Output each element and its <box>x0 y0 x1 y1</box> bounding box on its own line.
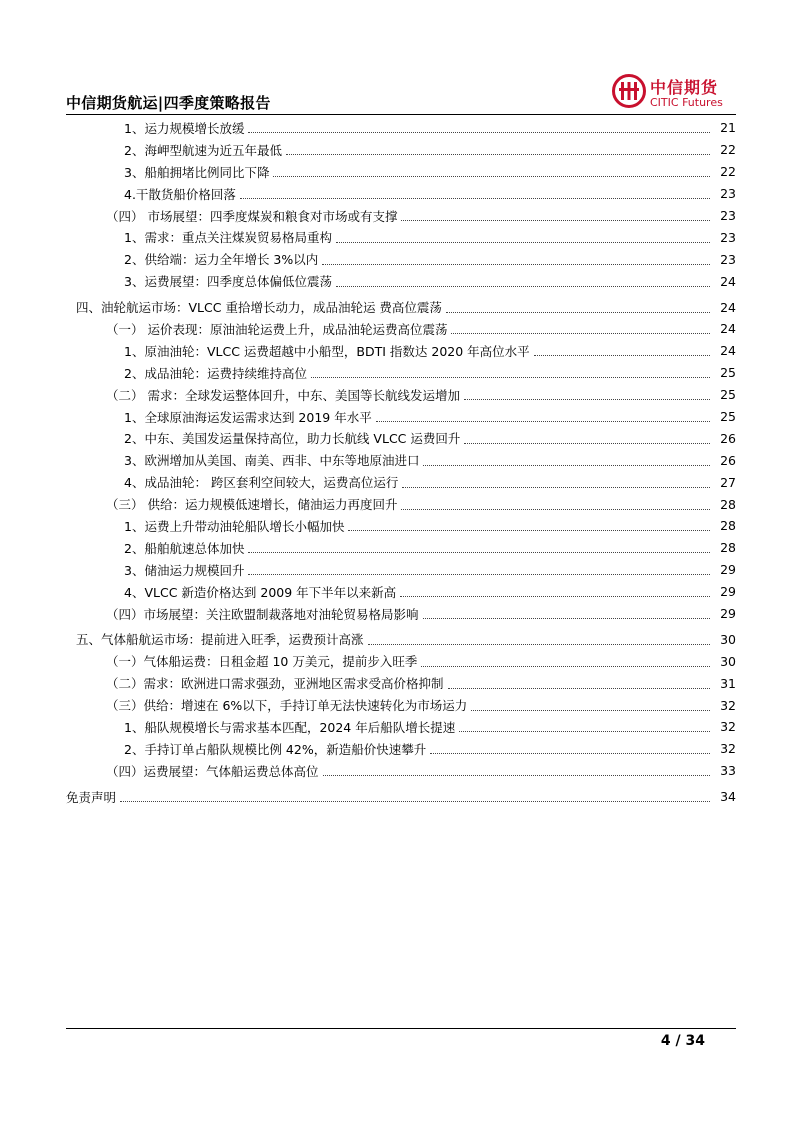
toc-leader-dots <box>323 775 710 776</box>
toc-leader-dots <box>430 753 710 754</box>
toc-leader-dots <box>459 731 710 732</box>
toc-leader-dots <box>421 666 710 667</box>
toc-entry-page: 24 <box>720 273 736 289</box>
toc-leader-dots <box>336 242 710 243</box>
toc-entry-label: 4、VLCC 新造价格达到 2009 年下半年以来新高 <box>124 584 397 600</box>
toc-leader-dots <box>120 801 710 802</box>
toc-leader-dots <box>423 618 710 619</box>
toc-entry-page: 26 <box>720 430 736 446</box>
toc-leader-dots <box>336 286 710 287</box>
toc-entry[interactable] <box>66 449 736 471</box>
toc-entry[interactable] <box>66 139 736 161</box>
toc-entry-page: 23 <box>720 186 736 202</box>
toc-leader-dots <box>464 443 710 444</box>
toc-entry-page: 22 <box>720 164 736 180</box>
toc-entry[interactable] <box>66 581 736 603</box>
toc-entry-label: 4、成品油轮： 跨区套利空间较大，运费高位运行 <box>124 475 399 491</box>
toc-leader-dots <box>322 264 710 265</box>
toc-entry-label: 1、运费上升带动油轮船队增长小幅加快 <box>124 518 345 534</box>
toc-entry[interactable] <box>66 603 736 625</box>
report-title: 中信期货航运|四季度策略报告 <box>66 94 271 112</box>
toc-entry-label: （二） 需求：全球发运整体回升，中东、美国等长航线发运增加 <box>106 387 460 403</box>
toc-entry-label: 五、气体船航运市场：提前进入旺季，运费预计高涨 <box>76 632 364 648</box>
toc-entry[interactable] <box>66 318 736 340</box>
toc-entry[interactable] <box>66 716 736 738</box>
toc-entry[interactable] <box>66 384 736 406</box>
toc-leader-dots <box>446 312 710 313</box>
toc-entry-page: 24 <box>720 343 736 359</box>
toc-entry[interactable] <box>66 672 736 694</box>
toc-entry-page: 25 <box>720 409 736 425</box>
toc-entry[interactable] <box>66 117 736 139</box>
toc-entry-page: 25 <box>720 387 736 403</box>
toc-entry-label: （三） 供给：运力规模低速增长，储油运力再度回升 <box>106 497 398 513</box>
toc-entry[interactable] <box>66 493 736 515</box>
toc-entry-label: 四、油轮航运市场：VLCC 重拾增长动力，成品油轮运 费高位震荡 <box>76 300 442 316</box>
toc-entry-page: 29 <box>720 584 736 600</box>
toc-entry[interactable] <box>66 559 736 581</box>
toc-entry-label: 1、需求：重点关注煤炭贸易格局重构 <box>124 230 332 246</box>
toc-entry[interactable] <box>66 248 736 270</box>
toc-leader-dots <box>401 509 710 510</box>
toc-entry[interactable] <box>66 270 736 292</box>
toc-entry[interactable] <box>66 205 736 227</box>
toc-entry-label: （四）运费展望：气体船运费总体高位 <box>106 763 319 779</box>
toc-entry-label: （二）需求：欧洲进口需求强劲，亚洲地区需求受高价格抑制 <box>106 676 444 692</box>
toc-entry[interactable] <box>66 694 736 716</box>
toc-leader-dots <box>471 710 710 711</box>
toc-entry-label: 2、手持订单占船队规模比例 42%，新造船价快速攀升 <box>124 741 427 757</box>
toc-entry-label: 2、海岬型航速为近五年最低 <box>124 142 282 158</box>
toc-entry[interactable] <box>66 738 736 760</box>
toc-entry[interactable] <box>66 161 736 183</box>
toc-entry-page: 30 <box>720 631 736 647</box>
toc-leader-dots <box>311 377 710 378</box>
toc-entry-label: 3、运费展望：四季度总体偏低位震荡 <box>124 274 332 290</box>
toc-entry-label: 2、中东、美国发运量保持高位，助力长航线 VLCC 运费回升 <box>124 431 461 447</box>
toc-entry[interactable] <box>66 760 736 782</box>
toc-entry-page: 22 <box>720 142 736 158</box>
toc-entry-label: 1、船队规模增长与需求基本匹配，2024 年后船队增长提速 <box>124 719 456 735</box>
toc-leader-dots <box>451 333 710 334</box>
toc-leader-dots <box>286 154 710 155</box>
toc-entry-label: （四） 市场展望：四季度煤炭和粮食对市场或有支撑 <box>106 208 398 224</box>
toc-leader-dots <box>348 530 710 531</box>
toc-entry[interactable] <box>66 650 736 672</box>
toc-leader-dots <box>423 465 710 466</box>
toc-entry[interactable] <box>66 427 736 449</box>
toc-entry-page: 33 <box>720 763 736 779</box>
toc-entry[interactable] <box>66 628 736 650</box>
toc-entry[interactable] <box>66 296 736 318</box>
toc-entry[interactable] <box>66 786 736 808</box>
toc-entry-page: 30 <box>720 653 736 669</box>
toc-entry-label: （三）供给：增速在 6%以下，手持订单无法快速转化为市场运力 <box>106 698 468 714</box>
toc-entry-page: 28 <box>720 518 736 534</box>
citic-logo-icon <box>612 74 646 108</box>
toc-entry-page: 32 <box>720 697 736 713</box>
page-number <box>661 1033 705 1049</box>
toc-entry-label: （四）市场展望：关注欧盟制裁落地对油轮贸易格局影响 <box>106 606 419 622</box>
table-of-contents <box>66 117 736 808</box>
toc-entry-page: 24 <box>720 321 736 337</box>
toc-entry-label: 3、欧洲增加从美国、南美、西非、中东等地原油进口 <box>124 453 420 469</box>
toc-entry-page: 28 <box>720 540 736 556</box>
toc-entry-label: 1、运力规模增长放缓 <box>124 120 245 136</box>
toc-entry-label: 1、原油油轮：VLCC 运费超越中小船型，BDTI 指数达 2020 年高位水平 <box>124 343 530 359</box>
citic-futures-logo <box>612 74 742 114</box>
toc-entry-page: 29 <box>720 562 736 578</box>
toc-leader-dots <box>273 176 710 177</box>
toc-entry-label: 3、储油运力规模回升 <box>124 562 245 578</box>
toc-entry-page: 26 <box>720 452 736 468</box>
logo-text-en: CITIC Futures <box>650 96 723 109</box>
toc-entry-label: 2、供给端：运力全年增长 3%以内 <box>124 252 319 268</box>
toc-entry-page: 23 <box>720 251 736 267</box>
toc-entry-label: （一）气体船运费：日租金超 10 万美元，提前步入旺季 <box>106 654 418 670</box>
toc-entry[interactable] <box>66 406 736 428</box>
toc-entry[interactable] <box>66 362 736 384</box>
toc-entry-page: 34 <box>720 789 736 805</box>
toc-entry-page: 31 <box>720 675 736 691</box>
footer-divider <box>66 1028 736 1029</box>
toc-entry-page: 25 <box>720 365 736 381</box>
page-separator: / <box>675 1033 681 1049</box>
toc-entry-label: 3、船舶拥堵比例同比下降 <box>124 164 270 180</box>
toc-leader-dots <box>534 355 710 356</box>
toc-entry-label: 2、成品油轮：运费持续维持高位 <box>124 365 307 381</box>
toc-leader-dots <box>248 132 710 133</box>
toc-entry[interactable] <box>66 183 736 205</box>
toc-leader-dots <box>401 220 710 221</box>
toc-leader-dots <box>368 644 710 645</box>
toc-leader-dots <box>400 596 710 597</box>
page-total: 34 <box>685 1033 705 1049</box>
toc-entry-label: 2、船舶航速总体加快 <box>124 540 245 556</box>
header-divider <box>66 114 736 115</box>
toc-entry-page: 29 <box>720 606 736 622</box>
toc-leader-dots <box>402 487 710 488</box>
toc-entry-label: （一） 运价表现：原油油轮运费上升，成品油轮运费高位震荡 <box>106 321 448 337</box>
toc-entry-page: 28 <box>720 496 736 512</box>
toc-entry[interactable] <box>66 537 736 559</box>
toc-entry-page: 23 <box>720 229 736 245</box>
toc-leader-dots <box>248 574 710 575</box>
toc-entry-page: 24 <box>720 299 736 315</box>
toc-entry-page: 27 <box>720 474 736 490</box>
toc-leader-dots <box>464 399 710 400</box>
toc-entry[interactable] <box>66 226 736 248</box>
toc-entry-label: 1、全球原油海运发运需求达到 2019 年水平 <box>124 409 372 425</box>
toc-entry-page: 23 <box>720 208 736 223</box>
logo-text-cn: 中信期货 <box>650 78 719 97</box>
toc-entry-label: 4.干散货船价格回落 <box>124 186 236 202</box>
page-current: 4 <box>660 1033 671 1049</box>
toc-leader-dots <box>448 688 710 689</box>
toc-leader-dots <box>248 552 710 553</box>
toc-entry-label: 免责声明 <box>66 789 117 805</box>
toc-entry-page: 21 <box>720 120 736 136</box>
toc-entry[interactable] <box>66 340 736 362</box>
toc-entry-page: 32 <box>720 719 736 735</box>
toc-entry[interactable] <box>66 515 736 537</box>
toc-entry-page: 32 <box>720 741 736 757</box>
toc-leader-dots <box>376 421 710 422</box>
toc-leader-dots <box>240 198 710 199</box>
toc-entry[interactable] <box>66 471 736 493</box>
